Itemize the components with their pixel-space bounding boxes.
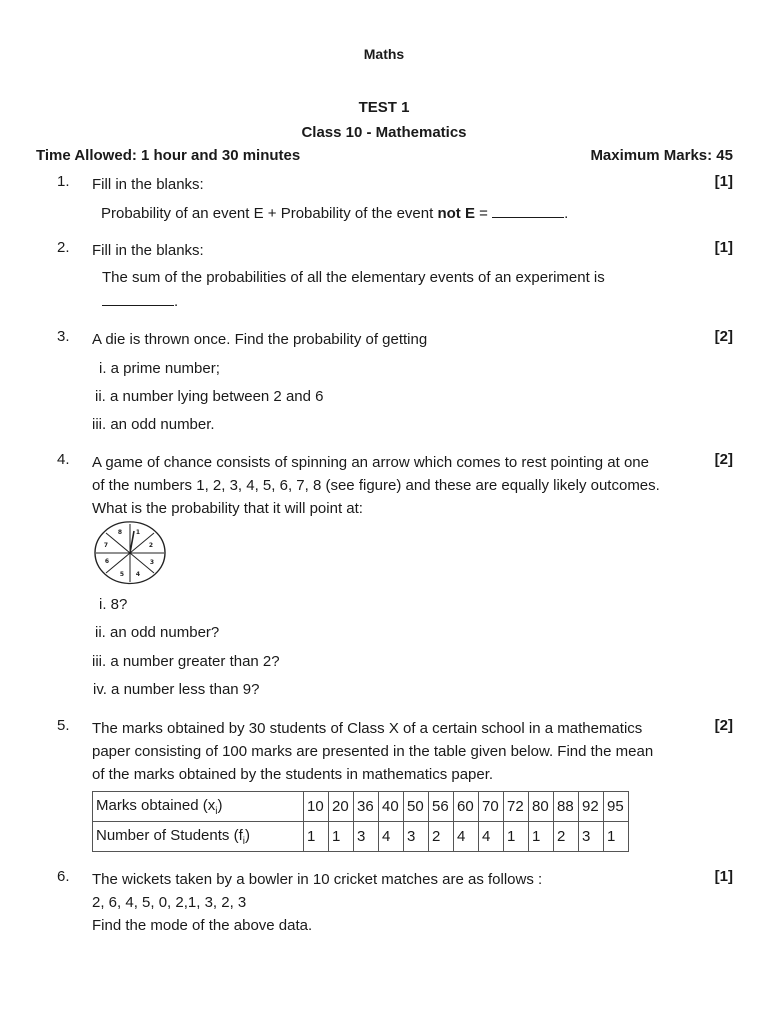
- row-header-students: Number of Students $(f_i)$: [93, 822, 304, 852]
- wheel-number: 5: [119, 571, 125, 578]
- table-cell: 60: [454, 792, 479, 822]
- question-title: Fill in the blanks:: [92, 176, 204, 193]
- sub-question: iii. a number greater than 2?: [92, 653, 280, 670]
- table-cell: 2: [429, 822, 454, 852]
- wheel-number: 4: [135, 571, 141, 578]
- table-cell: 36: [354, 792, 379, 822]
- sub-question: i. 8?: [99, 596, 128, 613]
- row-header-marks: Marks obtained $(x_i)$: [93, 792, 304, 822]
- table-cell: 3: [354, 822, 379, 852]
- wheel-number: 1: [135, 529, 141, 536]
- table-cell: 80: [529, 792, 554, 822]
- table-cell: 4: [479, 822, 504, 852]
- sub-question: i. a prime number;: [99, 360, 220, 377]
- answer-line: .: [102, 290, 178, 313]
- table-cell: 3: [579, 822, 604, 852]
- question-number: 6.: [57, 868, 70, 885]
- question-text-line: What is the probability that it will point at:: [92, 500, 363, 517]
- table-cell: 4: [454, 822, 479, 852]
- wheel-number: 3: [149, 559, 155, 566]
- answer-blank: [492, 205, 564, 218]
- table-cell: 1: [329, 822, 354, 852]
- question-marks: [2]: [714, 717, 733, 734]
- sub-question: iii. an odd number.: [92, 416, 215, 433]
- question-marks: [2]: [714, 328, 733, 345]
- answer-blank: [102, 293, 174, 306]
- question-title: A die is thrown once. Find the probability of getting: [92, 331, 428, 348]
- question-marks: [1]: [714, 868, 733, 885]
- table-cell: 3: [404, 822, 429, 852]
- sub-question: iv. a number less than 9?: [93, 681, 260, 698]
- question-text: Probability of an event E + Probability of the event not E = .: [101, 205, 569, 222]
- question-text-line: of the numbers 1, 2, 3, 4, 5, 6, 7, 8 (see figure) and these are equally likely outcomes.: [92, 477, 660, 494]
- question-title: Fill in the blanks:: [92, 242, 204, 259]
- question-text-line: The marks obtained by 30 students of Class X of a certain school in a mathematics: [92, 720, 643, 737]
- question-text: The sum of the probabilities of all the elementary events of an experiment is: [102, 269, 605, 286]
- table-cell: 1: [529, 822, 554, 852]
- table-cell: 1: [604, 822, 629, 852]
- question-text-line: of the marks obtained by the students in mathematics paper.: [92, 766, 494, 783]
- question-number: 2.: [57, 239, 70, 256]
- table-row: [93, 792, 629, 822]
- question-number: 5.: [57, 717, 70, 734]
- sub-question: ii. an odd number?: [95, 624, 220, 641]
- question-number: 1.: [57, 173, 70, 190]
- question-text-line: paper consisting of 100 marks are presented in the table given below. Find the mean: [92, 743, 654, 760]
- spinner-wheel-figure: [92, 521, 170, 585]
- marks-frequency-table: [92, 791, 629, 852]
- question-text-line: Find the mode of the above data.: [92, 917, 313, 934]
- table-cell: 1: [304, 822, 329, 852]
- time-allowed: Time Allowed: 1 hour and 30 minutes: [36, 147, 301, 164]
- question-marks: [2]: [714, 451, 733, 468]
- wheel-number: 6: [104, 558, 110, 565]
- table-cell: 20: [329, 792, 354, 822]
- question-text-line: 2, 6, 4, 5, 0, 2,1, 3, 2, 3: [92, 894, 247, 911]
- table-cell: 1: [504, 822, 529, 852]
- test-title: TEST 1: [358, 99, 410, 116]
- table-cell: 92: [579, 792, 604, 822]
- maximum-marks: Maximum Marks: 45: [590, 147, 733, 164]
- class-title: Class 10 - Mathematics: [301, 124, 467, 141]
- subject-title: Maths: [363, 46, 405, 62]
- wheel-number: 7: [103, 542, 109, 549]
- table-cell: 40: [379, 792, 404, 822]
- question-number: 4.: [57, 451, 70, 468]
- table-cell: 10: [304, 792, 329, 822]
- question-text-line: The wickets taken by a bowler in 10 cricket matches are as follows :: [92, 871, 543, 888]
- table-cell: 2: [554, 822, 579, 852]
- table-cell: 88: [554, 792, 579, 822]
- table-cell: 95: [604, 792, 629, 822]
- table-cell: 4: [379, 822, 404, 852]
- sub-question: ii. a number lying between 2 and 6: [95, 388, 324, 405]
- wheel-number: 2: [148, 542, 154, 549]
- question-text-line: A game of chance consists of spinning an arrow which comes to rest pointing at one: [92, 454, 649, 471]
- table-cell: 50: [404, 792, 429, 822]
- question-marks: [1]: [714, 239, 733, 256]
- table-cell: 72: [504, 792, 529, 822]
- table-cell: 70: [479, 792, 504, 822]
- table-row: [93, 822, 629, 852]
- question-number: 3.: [57, 328, 70, 345]
- table-cell: 56: [429, 792, 454, 822]
- question-marks: [1]: [714, 173, 733, 190]
- wheel-number: 8: [117, 529, 123, 536]
